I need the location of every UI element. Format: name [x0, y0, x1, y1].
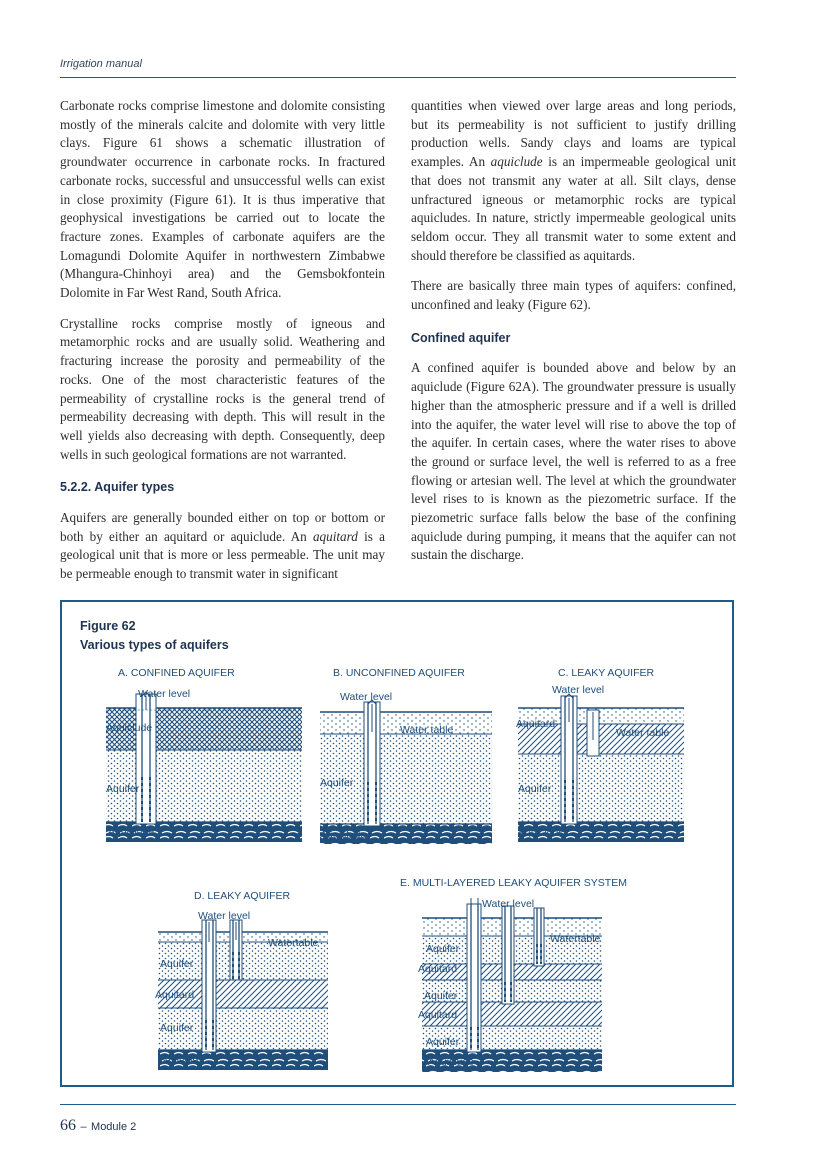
panel-a-aquifer-label: Aquifer — [106, 783, 140, 795]
panel-e-aquitard-1-label: Aquitard — [418, 963, 458, 975]
panel-c-water-level-label: Water level — [552, 684, 605, 696]
footer-rule — [60, 1104, 736, 1105]
panel-c-water-table-label: Water table — [616, 727, 670, 739]
paragraph: Crystalline rocks comprise mostly of igneous and metamorphic rocks and are usually solid. Weathering and fracturing increase the porosity and permeability of the rocks. One of the most characteristic features of the permeability of crystalline rocks is the general trend of permeability decreasing with depth. This will result in the well yields also decreasing with depth. Consequently, deep wells in such geological formations are not warranted. — [60, 315, 385, 462]
panel-e-water-level-label: Water level — [482, 898, 535, 910]
aquifer-diagrams — [62, 602, 732, 1085]
panel-d-aquitard-label: Aquitard — [155, 989, 195, 1001]
footer-module: Module 2 — [91, 1121, 137, 1133]
panel-c-leaky-aquifer — [518, 694, 684, 842]
paragraph: quantities when viewed over large areas and long periods, but its permeability is not sufficient to justify drilling production wells. Sandy clays and loams are typical examples. An aquiclude is an impermeable geological unit that does not transmit any water at all. Silt clays, dense unfractured igneous or metamorphic rocks are typical aquicludes. In nature, strictly impermeable geological units seldom occur. They all transmit water to some extent and should therefore be classified as aquitards. — [411, 98, 736, 263]
panel-b-title: B. UNCONFINED AQUIFER — [333, 667, 465, 679]
figure-62 — [60, 600, 734, 1087]
panel-e-aquifer-1-label: Aquifer — [426, 943, 460, 955]
paragraph: Aquifers are generally bounded either on top or bottom or both by either an aquitard or aquiclude. An aquitard is a geological unit that is more or less permeable. The unit may be permeable enough to transmit water in significant — [60, 510, 385, 582]
panel-d-aquifer-2-label: Aquifer — [160, 1022, 194, 1034]
left-column — [60, 97, 385, 596]
panel-b-aquiclude-label: Aquiclude — [320, 829, 367, 841]
page-number: 66 — [60, 1117, 76, 1134]
paragraph: A confined aquifer is bounded above and below by an aquiclude (Figure 62A). The groundwater pressure is usually higher than the atmospheric pressure and if a well is drilled into the aquifer, the water level will rise to above the top of the aquifer. In certain cases, where the water rises to above the ground or surface level, the well is referred to as a free flowing or artesian well. The level at which the groundwater level rises to is known as the piezometric surface. If the piezometric surface falls below the base of the confining aquiclude during pumping, it means that the aquifer can not sustain the discharge. — [411, 360, 736, 563]
subsection-heading: Confined aquifer — [411, 330, 511, 345]
page-footer — [60, 1117, 136, 1135]
panel-e-aquitard-2-label: Aquitard — [418, 1009, 458, 1021]
footer-separator: – — [80, 1121, 87, 1133]
panel-b-water-level-label: Water level — [340, 691, 393, 703]
panel-d-aquifer-1-label: Aquifer — [160, 958, 194, 970]
panel-e-aquiclude-label: Aquiclude — [428, 1056, 475, 1068]
figure-caption: Various types of aquifers — [80, 638, 229, 652]
paragraph: Carbonate rocks comprise limestone and dolomite consisting mostly of the minerals calcite and dolomite with very little clays. Figure 61 shows a schematic illustration of groundwater occurrence in carbonate rocks. In fractured carbonate rocks, successful and unsuccessful wells can exist in close proximity (Figure 61). It is thus imperative that geophysical investigations be carried out to locate the fracture zones. Examples of carbonate aquifers are the Lomagundi Dolomite Aquifer in northwestern Zimbabwe (Mhangura-Chinhoyi area) and the Gemsbokfontein Dolomite in Far West Rand, South Africa. — [60, 98, 385, 301]
panel-a-aquiclude-top-label: Aquiclude — [106, 722, 153, 734]
panel-c-aquiclude-label: Aquiclude — [518, 826, 565, 838]
panel-b-aquifer-label: Aquifer — [320, 777, 354, 789]
panel-a-title: A. CONFINED AQUIFER — [118, 667, 235, 679]
panel-e-aquifer-2-label: Aquifer — [424, 990, 458, 1002]
panel-d-aquiclude-label: Aquiclude — [158, 1052, 205, 1064]
figure-number: Figure 62 — [80, 619, 136, 633]
panel-e-title: E. MULTI-LAYERED LEAKY AQUIFER SYSTEM — [400, 877, 627, 889]
right-column — [411, 97, 736, 577]
paragraph: There are basically three main types of aquifers: confined, unconfined and leaky (Figure 62). — [411, 278, 736, 313]
panel-a-water-level-label: Water level — [138, 688, 191, 700]
panel-d-title: D. LEAKY AQUIFER — [194, 890, 291, 902]
section-heading: 5.2.2. Aquifer types — [60, 480, 175, 495]
header-rule — [60, 77, 736, 78]
panel-c-aquitard-label: Aquitard — [516, 718, 556, 730]
running-header: Irrigation manual — [60, 58, 142, 70]
panel-d-water-table-label: Watertable — [268, 937, 319, 949]
panel-a-aquiclude-bottom-label: Aquiclude — [108, 826, 155, 838]
panel-d-water-level-label: Water level — [198, 910, 251, 922]
panel-e-water-table-label: Watertable — [550, 933, 601, 945]
panel-c-aquifer-label: Aquifer — [518, 783, 552, 795]
panel-e-aquifer-3-label: Aquifer — [426, 1036, 460, 1048]
panel-b-unconfined-aquifer — [320, 700, 492, 844]
panel-b-water-table-label: Water table — [400, 724, 454, 736]
panel-c-title: C. LEAKY AQUIFER — [558, 667, 655, 679]
panel-a-confined-aquifer — [106, 692, 302, 842]
